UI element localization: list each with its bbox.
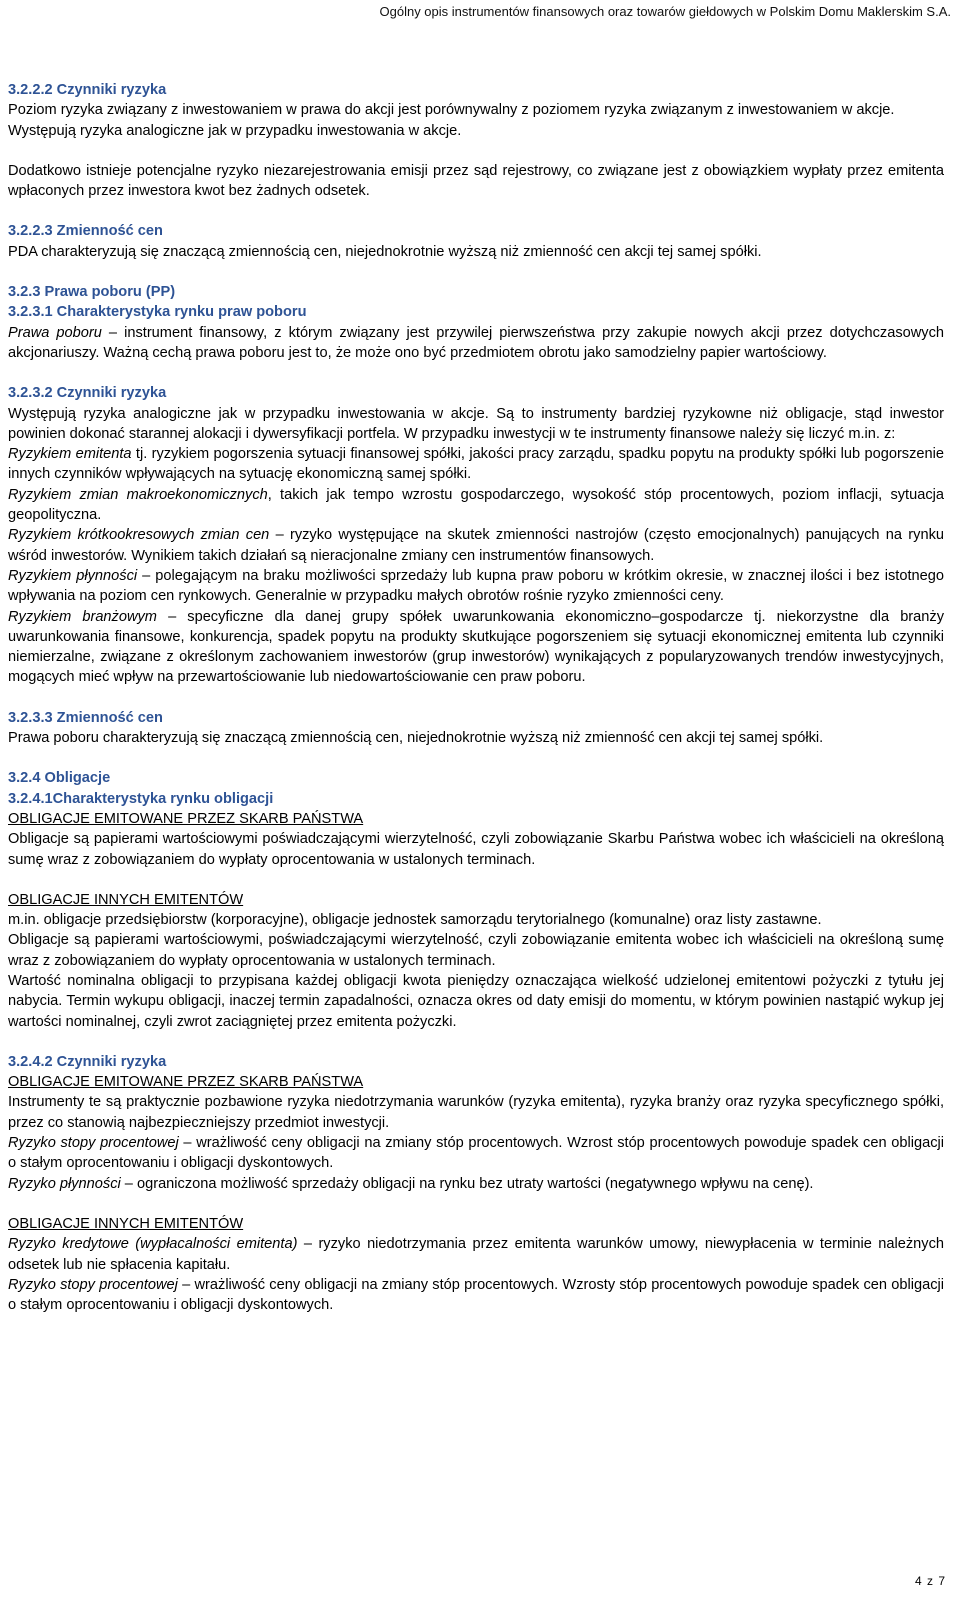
term: Ryzyko stopy procentowej — [8, 1135, 179, 1152]
page-number: 4 z 7 — [914, 1574, 946, 1588]
risk-item: Ryzykiem emitenta tj. ryzykiem pogorszenia sytuacji finansowej spółki, jakości pracy zarządu, spadku popytu na produkty spółki lub pogorszenie innych czynników wpływających na sytuację ekonomiczną samej spółki. — [8, 446, 944, 483]
paragraph: Prawa poboru – instrument finansowy, z którym związany jest przywilej pierwszeństwa przy zakupie nowych akcji przez dotychczasowych akcjonariuszy. Ważną cechą prawa poboru jest to, że może ono być przedmiotem obrotu jako samodzielny papier wartościowy. — [8, 324, 944, 361]
paragraph: Wartość nominalna obligacji to przypisana każdej obligacji kwota pieniędzy oznaczająca wielkość udzielonej emitentowi pożyczki z tytułu jej nabycia. Termin wykupu obligacji, inaczej termin zapadalności, oznacza okres od daty emisji do momentu, w którym powinien nastąpić wykup jej wartości nominalnej, czyli zwrot zaciągniętej przez emitenta pożyczki. — [8, 972, 944, 1030]
section-heading: 3.2.4.2 Czynniki ryzyka — [8, 1053, 167, 1070]
risk-item: Ryzyko kredytowe (wypłacalności emitenta) – ryzyko niedotrzymania przez emitenta warunków umowy, niewypłacenia w terminie należnych odsetek lub nie spłacenia kapitału. — [8, 1236, 945, 1273]
risk-item: Ryzykiem branżowym – specyficzne dla danej grupy spółek uwarunkowania ekonomiczno–gospodarcze tj. niekorzystne dla branży uwarunkowania finansowe, konkurencja, spadek popytu na produkty skutkujące pogorszeniem się sytuacji ekonomicznej emitenta lub czynniki niemierzalne, związane z określonym zachowaniem inwestorów (grup inwestorów) wynikających z popularyzowanych trendów inwestycyjnych, mogących mieć wpływ na przewartościowanie lub niedowartościowanie cen praw poboru. — [8, 608, 944, 686]
term: Ryzyko stopy procentowej — [8, 1276, 178, 1293]
paragraph: Występują ryzyka analogiczne jak w przypadku inwestowania w akcje. — [8, 122, 462, 139]
paragraph: m.in. obligacje przedsiębiorstw (korporacyjne), obligacje jednostek samorządu terytorialnego (komunalne) oraz listy zastawne. — [8, 912, 822, 929]
paragraph: Występują ryzyka analogiczne jak w przypadku inwestowania w akcje. Są to instrumenty bardziej ryzykowne niż obligacje, stąd inwestor powinien dokonać starannej alokacji i dywersyfikacji portfela. W przypadku inwestycji w te instrumenty finansowe należy się liczyć m.in. z: — [8, 405, 944, 442]
risk-item: Ryzyko stopy procentowej – wrażliwość ceny obligacji na zmiany stóp procentowych. Wzrost stóp procentowych powoduje spadek cen obligacji o stałym oprocentowaniu i obligacji dyskontowych. — [8, 1135, 944, 1172]
risk-item: Ryzykiem krótkookresowych zmian cen – ryzyko występujące na skutek zmienności nastrojów (często emocjonalnych) panujących na rynku wśród inwestorów. Wynikiem takich działań są nieracjonalne zmiany cen instrumentów finansowych. — [8, 527, 944, 564]
section-heading: 3.2.2.3 Zmienność cen — [8, 223, 163, 240]
paragraph: Prawa poboru charakteryzują się znaczącą zmiennością cen, niejednokrotnie wyższą niż zmienność cen akcji tej samej spółki. — [8, 730, 824, 747]
section-heading: 3.2.3.2 Czynniki ryzyka — [8, 385, 167, 402]
paragraph: Poziom ryzyka związany z inwestowaniem w prawa do akcji jest porównywalny z poziomem ryzyka związanym z inwestowaniem w akcje. — [8, 102, 895, 119]
term: Prawa poboru — [8, 324, 102, 341]
section-heading: 3.2.3.3 Zmienność cen — [8, 709, 163, 726]
paragraph: Dodatkowo istnieje potencjalne ryzyko niezarejestrowania emisji przez sąd rejestrowy, co związane jest z obowiązkiem wypłaty przez emitenta wpłaconych przez inwestora kwot bez żadnych odsetek. — [8, 162, 944, 200]
paragraph: Obligacje są papierami wartościowymi, poświadczającymi wierzytelność, czyli zobowiązanie emitenta wobec ich właścicieli na określoną sumę wraz z zobowiązaniem do wypłaty oprocentowania w ustalonych terminach. — [8, 932, 944, 969]
document-body — [8, 80, 944, 1315]
paragraph: PDA charakteryzują się znaczącą zmiennością cen, niejednokrotnie wyższą niż zmienność cen akcji tej samej spółki. — [8, 243, 762, 260]
section-heading: 3.2.3 Prawa poboru (PP) — [8, 284, 176, 301]
risk-item: Ryzykiem zmian makroekonomicznych, takich jak tempo wzrostu gospodarczego, wysokość stóp procentowych, poziom inflacji, sytuacja geopolityczna. — [8, 486, 944, 524]
category-heading: OBLIGACJE EMITOWANE PRZEZ SKARB PAŃSTWA — [8, 1074, 364, 1091]
category-heading: OBLIGACJE EMITOWANE PRZEZ SKARB PAŃSTWA — [8, 810, 364, 827]
category-heading: OBLIGACJE INNYCH EMITENTÓW — [8, 1215, 244, 1232]
page-header: Ogólny opis instrumentów finansowych oraz towarów giełdowych w Polskim Domu Maklerskim S.A. — [379, 4, 951, 19]
section-heading: 3.2.2.2 Czynniki ryzyka — [8, 82, 167, 98]
term: Ryzykiem branżowym — [8, 608, 157, 625]
subsection-heading: 3.2.4.1Charakterystyka rynku obligacji — [8, 790, 274, 807]
risk-item: Ryzyko płynności – ograniczona możliwość sprzedaży obligacji na rynku bez utraty wartości (negatywnego wpływu na cenę). — [8, 1175, 814, 1192]
term: Ryzyko płynności — [8, 1175, 121, 1192]
term: Ryzykiem krótkookresowych zmian cen — [8, 527, 270, 544]
paragraph: Instrumenty te są praktycznie pozbawione ryzyka niedotrzymania warunków (ryzyka emitenta), ryzyka branży oraz ryzyka specyficznego spółki, przez co stanowią najbezpieczniejszy przedmiot inwestycji. — [8, 1094, 944, 1131]
section-heading: 3.2.4 Obligacje — [8, 770, 111, 787]
risk-item: Ryzyko stopy procentowej – wrażliwość ceny obligacji na zmiany stóp procentowych. Wzrosty stóp procentowych powoduje spadek cen obligacji o stałym oprocentowaniu i obligacji dyskontowych. — [8, 1276, 944, 1314]
term: Ryzykiem emitenta — [8, 446, 132, 463]
category-heading: OBLIGACJE INNYCH EMITENTÓW — [8, 891, 244, 908]
subsection-heading: 3.2.3.1 Charakterystyka rynku praw poboru — [8, 304, 307, 321]
term: Ryzyko kredytowe (wypłacalności emitenta) — [8, 1236, 298, 1253]
term: Ryzykiem zmian makroekonomicznych — [8, 486, 268, 503]
paragraph: Obligacje są papierami wartościowymi poświadczającymi wierzytelność, czyli zobowiązanie Skarbu Państwa wobec ich właścicieli na określoną sumę wraz z zobowiązaniem do wypłaty oprocentowania w ustalonych terminach. — [8, 831, 944, 868]
risk-item: Ryzykiem płynności – polegającym na braku możliwości sprzedaży lub kupna praw poboru w krótkim okresie, w znacznej ilości i bez istotnego wpływania na poziom cen rynkowych. Generalnie w przypadku małych obrotów rośnie ryzyko zmienności ceny. — [8, 567, 944, 605]
term: Ryzykiem płynności — [8, 567, 138, 584]
